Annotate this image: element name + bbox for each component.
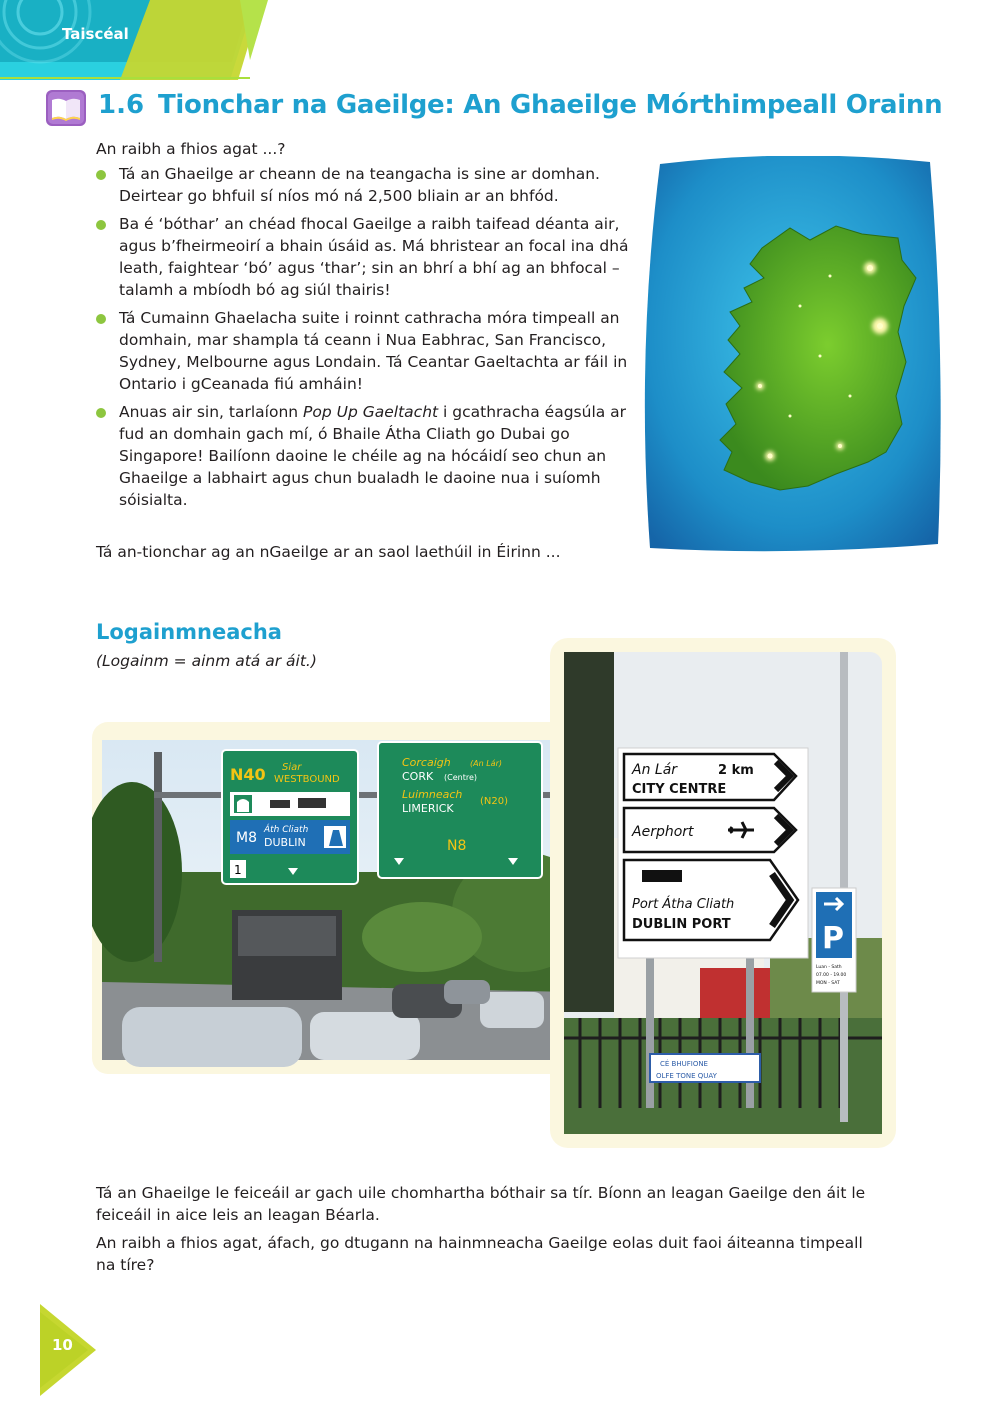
bullet-dot-icon — [96, 220, 106, 230]
sign-city-centre-irish: An Lár — [632, 762, 678, 778]
sign-dublin-port-irish: Port Átha Cliath — [632, 897, 735, 912]
bullet-dot-icon — [96, 314, 106, 324]
bullet-dot-icon — [96, 170, 106, 180]
street-sign-english: OLFE TONE QUAY — [656, 1072, 717, 1080]
list-item-text-after: i gcathracha éagsúla ar fud an domhain gach mí, ó Bhaile Átha Cliath go Dubai go Singapore! Bailíonn daoine le chéile ag na hócáidí seo chun an Ghaeilge a labhairt agus chun bualadh le daoine nua i suíomh sóisialta. — [119, 403, 627, 509]
sign-route-m8: M8 — [236, 830, 257, 846]
motorway-signs-photo — [92, 722, 582, 1074]
intro-question: An raibh a fhios agat ...? — [96, 140, 286, 158]
sign-dublin-port-english: DUBLIN PORT — [632, 917, 731, 932]
page-number: 10 — [52, 1336, 73, 1354]
sign-cork-note-irish: (An Lár) — [470, 759, 502, 768]
bullet-dot-icon — [96, 408, 106, 418]
sign-limerick-route: (N20) — [480, 796, 509, 807]
sign-westbound-irish: Siar — [282, 762, 302, 773]
sign-cork-note-english: (Centre) — [444, 773, 477, 782]
place-names-heading: Logainmneacha — [96, 620, 282, 644]
tab-label: Taiscéal — [62, 25, 129, 43]
sign-limerick-irish: Luimneach — [402, 788, 463, 801]
list-item-italic: Pop Up Gaeltacht — [303, 403, 439, 421]
list-item-text: Tá Cumainn Ghaelacha suite i roinnt cathracha móra timpeall an domhain, mar shampla tá ceann i Nua Eabhrac, San Francisco, Sydney, Melbourne agus Londain. Tá Ceantar Gaeltachta ar fáil in Ontario i gCeanada fiú amháin! — [119, 309, 628, 393]
list-item-text-before: Anuas air sin, tarlaíonn — [119, 403, 304, 421]
parking-hours: 07.00 - 19.00 — [816, 973, 847, 978]
road-signs-paragraph: Tá an Ghaeilge le feiceáil ar gach uile chomhartha bóthair sa tír. Bíonn an leagan Gaeilge den áit le feiceáil in aice leis an leagan Béarla. — [96, 1184, 866, 1224]
sign-dublin-irish: Áth Cliath — [264, 825, 309, 835]
list-item — [96, 401, 636, 511]
sign-distance: 2 km — [718, 763, 754, 778]
ireland-satellite-map-image — [640, 156, 946, 552]
city-signs-photo — [550, 638, 896, 1148]
place-names-note: (Logainm = ainm atá ar áit.) — [96, 652, 317, 670]
section-number: 1.6 — [98, 90, 145, 120]
list-item — [96, 213, 636, 301]
list-item-text: Ba é ‘bóthar’ an chéad fhocal Gaeilge a raibh taifead déanta air, agus b’fheirmeoirí a bhain úsáid as. Má bhristear an focal ina dhá leath, faightear ‘bó’ agus ‘thar’; sin an bhrí a bhí ag an bhfocal – talamh a mbíodh bó ag siúl thairis! — [119, 215, 629, 299]
sign-dublin-english: DUBLIN — [264, 836, 306, 849]
list-item-text: Tá an Ghaeilge ar cheann de na teangacha is sine ar domhan. Deirtear go bhfuil sí níos mó ná 2,500 bliain ar an bhfód. — [119, 165, 600, 205]
parking-days: Luan - Sath — [816, 965, 842, 970]
list-item — [96, 163, 636, 207]
list-item — [96, 307, 636, 395]
ferry-icon — [642, 870, 682, 882]
sign-route-n40: N40 — [230, 765, 266, 784]
sign-route-n8: N8 — [447, 838, 467, 854]
sign-cork-english: CORK — [402, 770, 434, 783]
sign-city-centre-english: CITY CENTRE — [632, 782, 727, 797]
street-sign-irish: CÉ BHUFIONE — [660, 1060, 708, 1068]
closing-line: Tá an-tionchar ag an nGaeilge ar an saol laethúil in Éirinn ... — [96, 543, 561, 561]
sign-cork-irish: Corcaigh — [402, 756, 451, 769]
sign-lane-number: 1 — [234, 863, 242, 877]
place-names-question: An raibh a fhios agat, áfach, go dtugann na hainmneacha Gaeilge eolas duit faoi áiteanna timpeall na tíre? — [96, 1234, 863, 1274]
sign-limerick-english: LIMERICK — [402, 802, 454, 815]
fact-list — [96, 163, 636, 517]
sign-airport: Aerphort — [632, 824, 694, 840]
sign-westbound-english: WESTBOUND — [274, 774, 340, 785]
section-title: Tionchar na Gaeilge: An Ghaeilge Mórthimpeall Orainn — [158, 90, 943, 120]
parking-range: MON - SAT — [816, 981, 840, 986]
book-icon — [44, 88, 88, 128]
corner-tab-graphic — [0, 0, 270, 80]
parking-sign: P — [822, 921, 844, 956]
